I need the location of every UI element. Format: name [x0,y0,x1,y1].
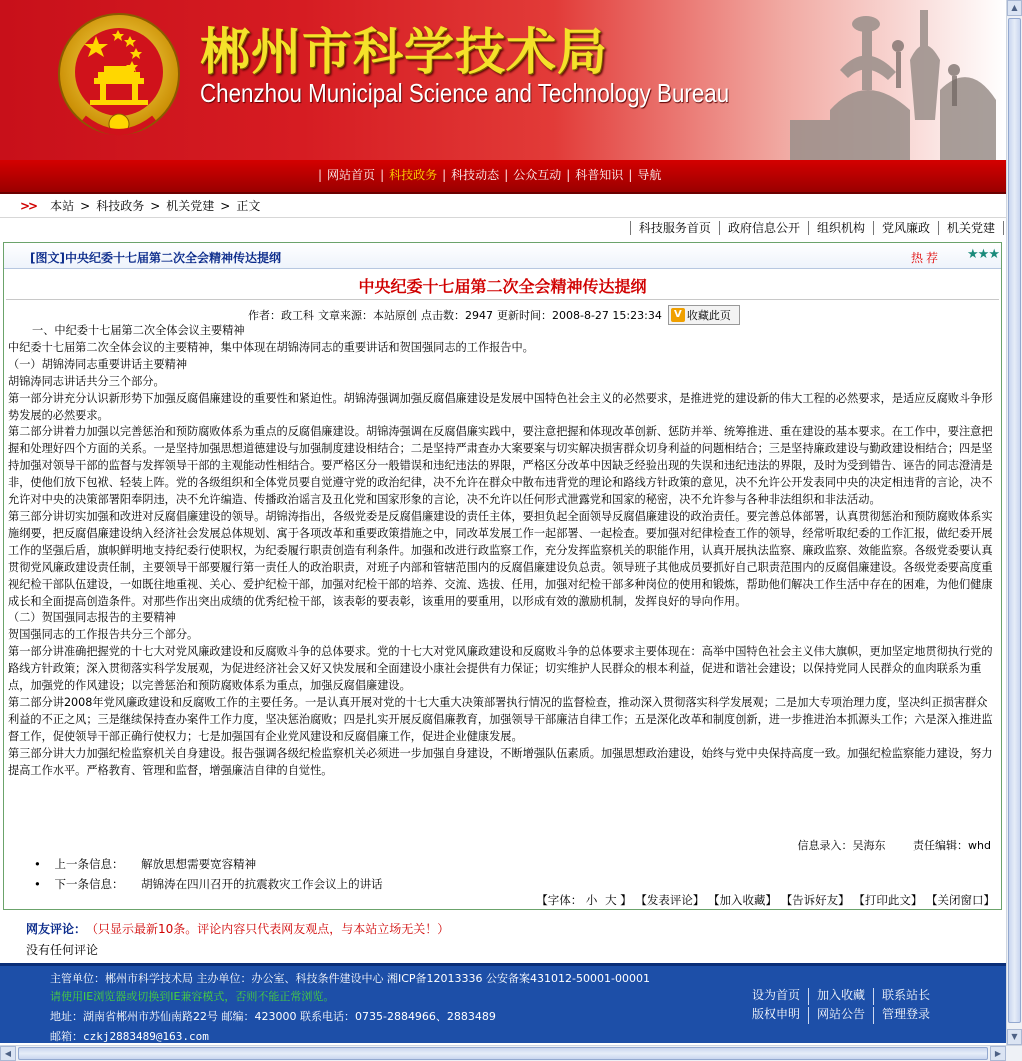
breadcrumb-item[interactable]: 机关党建 [166,199,215,213]
print-button[interactable]: 【打印此文】 [853,893,923,907]
article-paragraph: 贺国强同志的工作报告共分三个部分。 [8,628,199,642]
site-subtitle: Chenzhou Municipal Science and Technology Bureau [200,78,730,108]
scroll-left-icon[interactable]: ◀ [0,1046,16,1061]
list-item [34,854,383,874]
article-head-tag: [图文]中央纪委十七届第二次全会精神传达提纲 [30,251,281,265]
subnav-item[interactable]: 科技服务首页 [630,221,719,235]
prev-next-list [34,854,383,894]
subnav-item[interactable]: 机关党建 [938,221,1004,235]
tell-friend-button[interactable]: 【告诉好友】 [780,893,850,907]
font-small-button[interactable]: 小 [585,893,598,907]
footer-links-row [752,1005,938,1024]
article-body [8,323,998,779]
admin-login-link[interactable]: 管理登录 [873,1007,938,1024]
comments-empty: 没有任何评论 [26,943,99,957]
prev-label: 上一条信息： [54,857,124,871]
close-window-button[interactable]: 【关闭窗口】 [926,893,995,907]
scroll-up-icon[interactable]: ▲ [1007,0,1022,16]
comments-label: 网友评论： [26,922,87,936]
main-nav: | 网站首页 | 科技政务 | 科技动态 | 公众互动 | 科普知识 | 导航 [318,167,662,182]
nav-item-sci-affairs[interactable]: 科技政务 [389,168,438,182]
info-editor: 责任编辑：whd [913,839,991,852]
article-paragraph: 第二部分讲着力加强以完善惩治和预防腐败体系为重点的反腐倡廉建设。胡锦涛强调在反腐倡廉实践中，要注意把握和体现改革创新、惩防并举、统筹推进、重在建设的基本要求。在工作中，要注意把握和处理好四个方面的关系。一是坚持加强思想道德建设与加强制度建设相结合；二是坚持严肃查办大案要案与切实解决损害群众切身利益的问题相结合；三是坚持廉政建设与勤政建设相结合；四是坚持加强对领导干部的监督与发挥领导干部的主观能动性相结合。要严格区分一般错误和违纪违法的界限，严格区分改革中因缺乏经验出现的失误和违纪违法的界限，及时为受到错告、诬告的同志澄清是非，使他们放下包袱、轻装上阵。党的各级组织和全体党员要自觉遵守党的政治纪律，决不允许在群众中散布违背党的理论和路线方针政策的意见，决不允许公开发表同中央的决定相违背的言论，决不允许对中央的决策部署阳奉阴违，决不允许编造、传播政治谣言及丑化党和国家形象的言论，决不允许以任何形式泄露党和国家的秘密，决不允许参与各种非法组织和非法活动。 [8,425,993,507]
font-size-label: 【字体： [536,893,583,907]
section-subnav [630,221,1004,235]
breadcrumb-item[interactable]: 科技政务 [96,199,145,213]
add-favorite-button[interactable]: 【加入收藏】 [708,893,778,907]
rating-stars-icon: ★★★ [967,247,999,262]
vertical-scrollbar[interactable] [1006,0,1022,1045]
bookmark-icon: V [671,308,685,322]
nav-item-popular-science[interactable]: 科普知识 [575,168,624,182]
footer-sponsor: 主管单位：郴州市科学技术局 主办单位：办公室、科技条件建设中心 湘ICP备12013336 公安备案431012-50001-00001 [50,972,650,985]
article-box [3,242,1002,910]
nav-item-public-interaction[interactable]: 公众互动 [513,168,562,182]
footer-links [752,986,938,1024]
post-comment-button[interactable]: 【发表评论】 [635,893,705,907]
subnav-item[interactable]: 组织机构 [808,221,873,235]
nav-item-navigation[interactable]: 导航 [637,168,662,182]
entry-info [794,837,991,853]
article-paragraph: 第三部分讲切实加强和改进对反腐倡廉建设的领导。胡锦涛指出，各级党委是反腐倡廉建设的责任主体，要担负起全面领导反腐倡廉建设的政治责任。要完善总体部署，认真贯彻惩治和预防腐败体系实施纲要，把反腐倡廉建设纳入经济社会发展总体规划、寓于各项改革和重要政策措施之中，同改革发展工作一起部署、一起检查。要加强对纪律检查工作的领导，经常听取纪委的工作汇报，做纪委开展工作的坚强后盾，旗帜鲜明地支持纪委行使职权，为纪委履行职责创造有利条件。加强和改进行政监察工作，充分发挥监察机关的职能作用，认真开展执法监察、廉政监察、效能监察。各级党委要认真贯彻党风廉政建设责任制，主要领导干部要履行第一责任人的政治职责，对班子内部和管辖范围内的反腐倡廉建设负总责。领导班子其他成员要抓好自己职责范围内的反腐倡廉建设。各级党委要高度重视纪检干部队伍建设，一如既往地重视、关心、爱护纪检干部，加强对纪检干部的培养、交流、选拔、任用，加强对纪检干部多种岗位的使用和锻炼，帮助他们解决工作生活中存在的困难，为他们健康成长和全面提高创造条件。对那些作出突出成绩的优秀纪检干部，该表彰的要表彰，该重用的要重用，以形成有效的激励机制，发挥良好的导向作用。 [8,509,993,608]
horizontal-scrollbar[interactable] [0,1045,1022,1061]
article-paragraph: 中纪委十七届第二次全体会议的主要精神，集中体现在胡锦涛同志的重要讲话和贺国强同志的工作报告中。 [8,340,534,354]
article-title: 中央纪委十七届第二次全会精神传达提纲 [358,277,647,296]
breadcrumb-item[interactable]: 本站 [50,199,75,213]
article-paragraph: 胡锦涛同志讲话共分三个部分。 [8,374,165,388]
hot-recommend-label: 热荐 [910,251,941,265]
article-tools [536,892,995,908]
meta-source: 文章来源：本站原创 [318,309,417,322]
footer-browser-notice: 请使用IE浏览器或切换到IE兼容模式，否则不能正常浏览。 [50,990,335,1003]
article-paragraph: 第一部分讲充分认识新形势下加强反腐倡廉建设的重要性和紧迫性。胡锦涛强调加强反腐倡廉建设是发展中国特色社会主义的必然要求，是推进党的建设新的伟大工程的必然要求，是适应反腐败斗争形势发展的必然要求。 [8,391,993,422]
next-label: 下一条信息： [54,877,124,891]
footer-email-label: 邮箱： [50,1030,83,1043]
article-paragraph: 一、中纪委十七届第二次全体会议主要精神 [32,324,245,337]
breadcrumb-current: 正文 [236,199,261,213]
scrollbar-thumb[interactable] [18,1047,988,1060]
font-large-button[interactable]: 大 [605,893,617,907]
copyright-link[interactable]: 版权申明 [752,1007,801,1021]
footer-address: 地址：湖南省郴州市苏仙南路22号 邮编：423000 联系电话：0735-2884966、2883489 [50,1010,496,1023]
subnav-item[interactable]: 党风廉政 [873,221,938,235]
breadcrumb-arrow-icon: >> [20,198,37,213]
list-item [34,874,383,894]
meta-updated: 更新时间：2008-8-27 15:23:34 [497,309,662,322]
scrollbar-thumb[interactable] [1008,18,1021,1023]
article-paragraph: （二）贺国强同志报告的主要精神 [8,611,176,625]
comments-header [0,913,1006,939]
site-banner [0,0,1006,160]
set-homepage-link[interactable]: 设为首页 [752,988,801,1002]
article-meta [248,305,744,325]
site-title: 郴州市科学技术局 [200,23,608,81]
article-header-bar [4,243,1001,269]
bookmark-page-button[interactable] [668,305,740,325]
meta-author: 作者：政工科 [248,309,314,322]
meta-hits: 点击数：2947 [421,309,493,322]
nav-item-home[interactable]: 网站首页 [327,168,376,182]
scroll-right-icon[interactable]: ▶ [990,1046,1006,1061]
prev-article-link[interactable]: 解放思想需要宽容精神 [141,857,257,871]
add-favorite-link[interactable]: 加入收藏 [808,988,873,1005]
footer-email-address: czkj2883489@163.com [83,1030,209,1043]
footer-email [50,1028,209,1044]
comments-note: （只显示最新10条。评论内容只代表网友观点，与本站立场无关！） [86,922,450,936]
breadcrumb: >> 本站 > 科技政务 > 机关党建 > 正文 [0,194,1006,218]
contact-webmaster-link[interactable]: 联系站长 [873,988,938,1005]
divider [6,299,999,300]
site-footer [0,963,1006,1043]
article-paragraph: 第二部分讲2008年党风廉政建设和反腐败工作的主要任务。一是认真开展对党的十七大重大决策部署执行情况的监督检查，推动深入贯彻落实科学发展观；二是加大专项治理力度，坚决纠正损害群众利益的不正之风；三是继续保持查办案件工作力度，坚决惩治腐败；四是扎实开展反腐倡廉教育，加强领导干部廉洁自律工作；五是深化改革和制度创新，进一步推进治本抓源头工作；六是深入推进监督工作，促使领导干部正确行使权力；七是加强国有企业党风建设和反腐倡廉工作，促进企业健康发展。 [8,695,993,743]
site-announcement-link[interactable]: 网站公告 [808,1007,873,1024]
sculpture-image [770,0,1006,160]
nav-item-sci-news[interactable]: 科技动态 [451,168,500,182]
main-navbar [0,160,1006,194]
subnav-item[interactable]: 政府信息公开 [719,221,808,235]
scroll-down-icon[interactable]: ▼ [1007,1029,1022,1045]
article-paragraph: 第三部分讲大力加强纪检监察机关自身建设。报告强调各级纪检监察机关必须进一步加强自身建设，不断增强队伍素质。加强思想政治建设，始终与党中央保持高度一致。加强纪检监察能力建设，努力提高工作水平。严格教育、管理和监督，增强廉洁自律的自觉性。 [8,746,993,777]
footer-links-row [752,986,938,1005]
next-article-link[interactable]: 胡锦涛在四川召开的抗震救灾工作会议上的讲话 [141,877,383,891]
national-emblem-icon [54,6,184,151]
article-paragraph: （一）胡锦涛同志重要讲话主要精神 [8,357,188,371]
article-paragraph: 第一部分讲准确把握党的十七大对党风廉政建设和反腐败斗争的总体要求。党的十七大对党风廉政建设和反腐败斗争的总体要求主要体现在：高举中国特色社会主义伟大旗帜，更加坚定地贯彻执行党的路线方针政策；深入贯彻落实科学发展观，为促进经济社会又好又快发展和全面建设小康社会提供有力保证；切实维护人民群众的根本利益，促进和谐社会建设；以保持党同人民群众的血肉联系为重点，加强党的作风建设；以完善惩治和预防腐败体系为重点，加强反腐倡廉建设。 [8,645,993,693]
bookmark-page-label: 收藏此页 [686,309,731,322]
info-recorder: 信息录入：吴海东 [797,839,886,852]
font-size-close: 】 [620,893,632,907]
